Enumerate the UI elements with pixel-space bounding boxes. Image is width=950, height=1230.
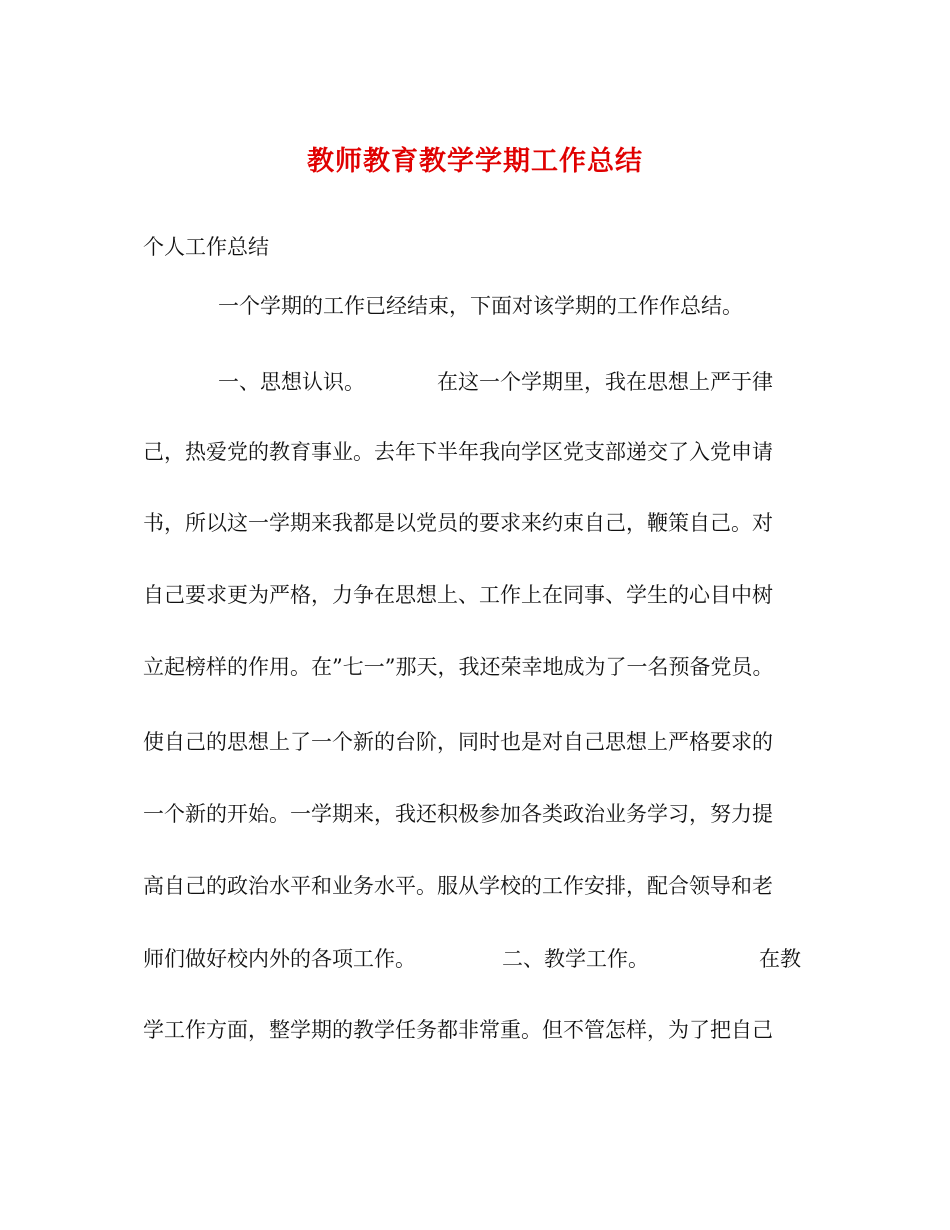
paragraph-line (143, 944, 823, 974)
paragraph-text: 在这一个学期里，我在思想上严于律 (437, 370, 773, 394)
section-heading: 二、教学工作。 (502, 947, 649, 971)
paragraph-line: 高自己的政治水平和业务水平。服从学校的工作安排，配合领导和老 (143, 874, 773, 898)
paragraph-text: 在教 (759, 947, 801, 971)
paragraph-line: 自己要求更为严格，力争在思想上、工作上在同事、学生的心目中树 (143, 583, 773, 607)
paragraph-line: 一个新的开始。一学期来，我还积极参加各类政治业务学习，努力提 (143, 802, 773, 826)
paragraph-line (218, 367, 898, 397)
document-title: 教师教育教学学期工作总结 (307, 146, 643, 177)
intro-paragraph: 一个学期的工作已经结束，下面对该学期的工作作总结。 (218, 294, 743, 318)
paragraph-line: 己，热爱党的教育事业。去年下半年我向学区党支部递交了入党申请 (143, 440, 773, 464)
section-heading: 一、思想认识。 (218, 370, 365, 394)
paragraph-line: 立起榜样的作用。在”七一”那天，我还荣幸地成为了一名预备党员。 (143, 655, 774, 679)
paragraph-line: 书，所以这一学期来我都是以党员的要求来约束自己，鞭策自己。对 (143, 511, 773, 535)
paragraph-line: 使自己的思想上了一个新的台阶，同时也是对自己思想上严格要求的 (143, 730, 773, 754)
paragraph-text: 师们做好校内外的各项工作。 (143, 947, 416, 971)
paragraph-line: 学工作方面，整学期的教学任务都非常重。但不管怎样，为了把自己 (143, 1018, 773, 1042)
subtitle: 个人工作总结 (143, 235, 269, 259)
